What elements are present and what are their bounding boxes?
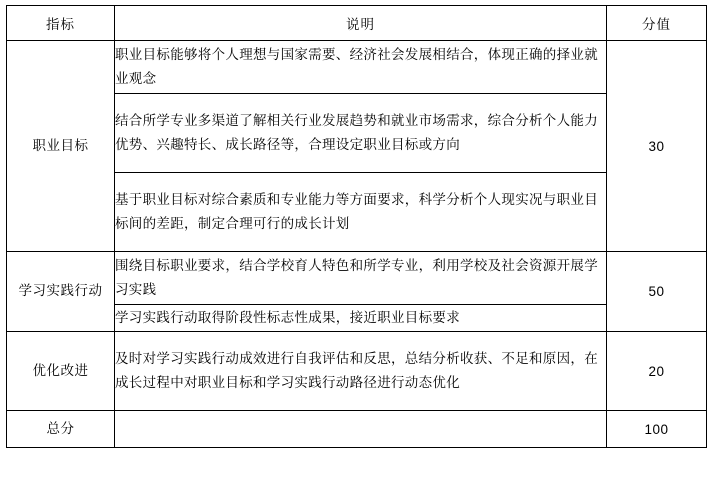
header-description: 说明: [115, 6, 607, 41]
metric-label: 优化改进: [7, 332, 115, 411]
description-text: 围绕目标职业要求，结合学校育人特色和所学专业，利用学校及社会资源开展学习实践: [115, 252, 607, 305]
total-label: 总分: [7, 411, 115, 448]
metric-label: 学习实践行动: [7, 252, 115, 332]
description-text: 及时对学习实践行动成效进行自我评估和反思，总结分析收获、不足和原因，在成长过程中对职业目标和学习实践行动路径进行动态优化: [115, 332, 607, 411]
score-value: 50: [607, 252, 707, 332]
description-text: 学习实践行动取得阶段性标志性成果，接近职业目标要求: [115, 305, 607, 332]
total-score: 100: [607, 411, 707, 448]
score-value: 30: [607, 41, 707, 252]
table-row: [7, 41, 707, 94]
score-value: 20: [607, 332, 707, 411]
rubric-table: [6, 5, 707, 448]
table-row: [7, 332, 707, 411]
total-row: [7, 411, 707, 448]
table-header-row: [7, 6, 707, 41]
table-row: [7, 252, 707, 305]
description-text: 基于职业目标对综合素质和专业能力等方面要求，科学分析个人现实况与职业目标间的差距，制定合理可行的成长计划: [115, 173, 607, 252]
header-score: 分值: [607, 6, 707, 41]
description-text: 职业目标能够将个人理想与国家需要、经济社会发展相结合，体现正确的择业就业观念: [115, 41, 607, 94]
total-description: [115, 411, 607, 448]
metric-label: 职业目标: [7, 41, 115, 252]
header-metric: 指标: [7, 6, 115, 41]
description-text: 结合所学专业多渠道了解相关行业发展趋势和就业市场需求，综合分析个人能力优势、兴趣特长、成长路径等，合理设定职业目标或方向: [115, 94, 607, 173]
